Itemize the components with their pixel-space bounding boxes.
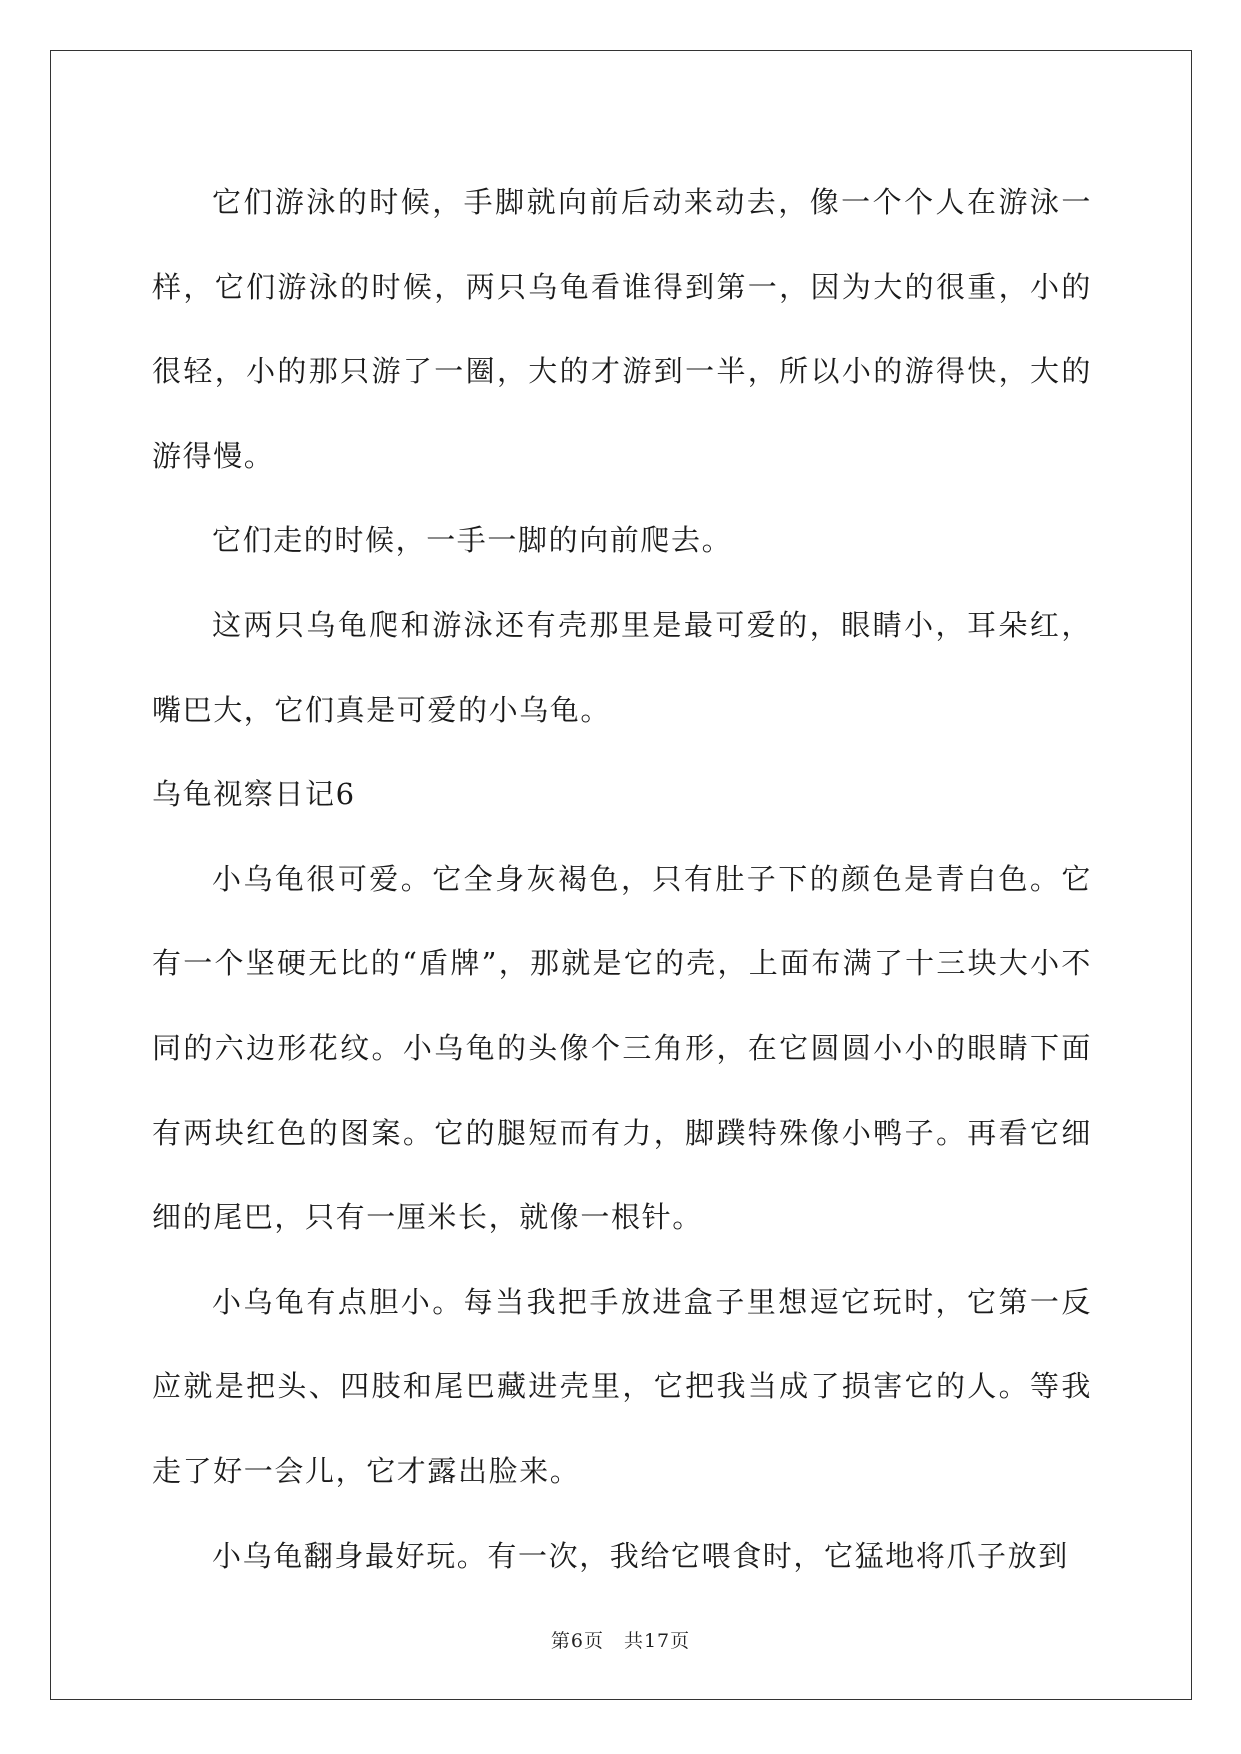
paragraph-timid: 小乌龟有点胆小。每当我把手放进盒子里想逗它玩时，它第一反应就是把头、四肢和尾巴藏进壳里，它把我当成了损害它的人。等我走了好一会儿，它才露出脸来。 (152, 1284, 1092, 1488)
paragraph-walking: 它们走的时候，一手一脚的向前爬去。 (212, 523, 733, 558)
paragraph-cute: 这两只乌龟爬和游泳还有壳那里是最可爱的，眼睛小，耳朵红，嘴巴大，它们真是可爱的小乌龟。 (152, 607, 1092, 727)
section-heading: 乌龟视察日记6 (152, 777, 356, 812)
paragraph-appearance: 小乌龟很可爱。它全身灰褐色，只有肚子下的颜色是青白色。它有一个坚硬无比的“盾牌”，那就是它的壳，上面布满了十三块大小不同的六边形花纹。小乌龟的头像个三角形，在它圆圆小小的眼睛下面有两块红色的图案。它的腿短而有力，脚蹼特殊像小鸭子。再看它细细的尾巴，只有一厘米长，就像一根针。 (152, 861, 1092, 1235)
page-total: 共17页 (623, 1630, 691, 1652)
page-number: 第6页 (550, 1630, 604, 1652)
document-body (152, 160, 1092, 1598)
paragraph-swimming: 它们游泳的时候，手脚就向前后动来动去，像一个个人在游泳一样，它们游泳的时候，两只乌龟看谁得到第一，因为大的很重，小的很轻，小的那只游了一圈，大的才游到一半，所以小的游得快，大的游得慢。 (152, 185, 1092, 473)
page-footer (0, 1626, 1241, 1653)
paragraph-flip: 小乌龟翻身最好玩。有一次，我给它喂食时，它猛地将爪子放到 (212, 1538, 1069, 1573)
